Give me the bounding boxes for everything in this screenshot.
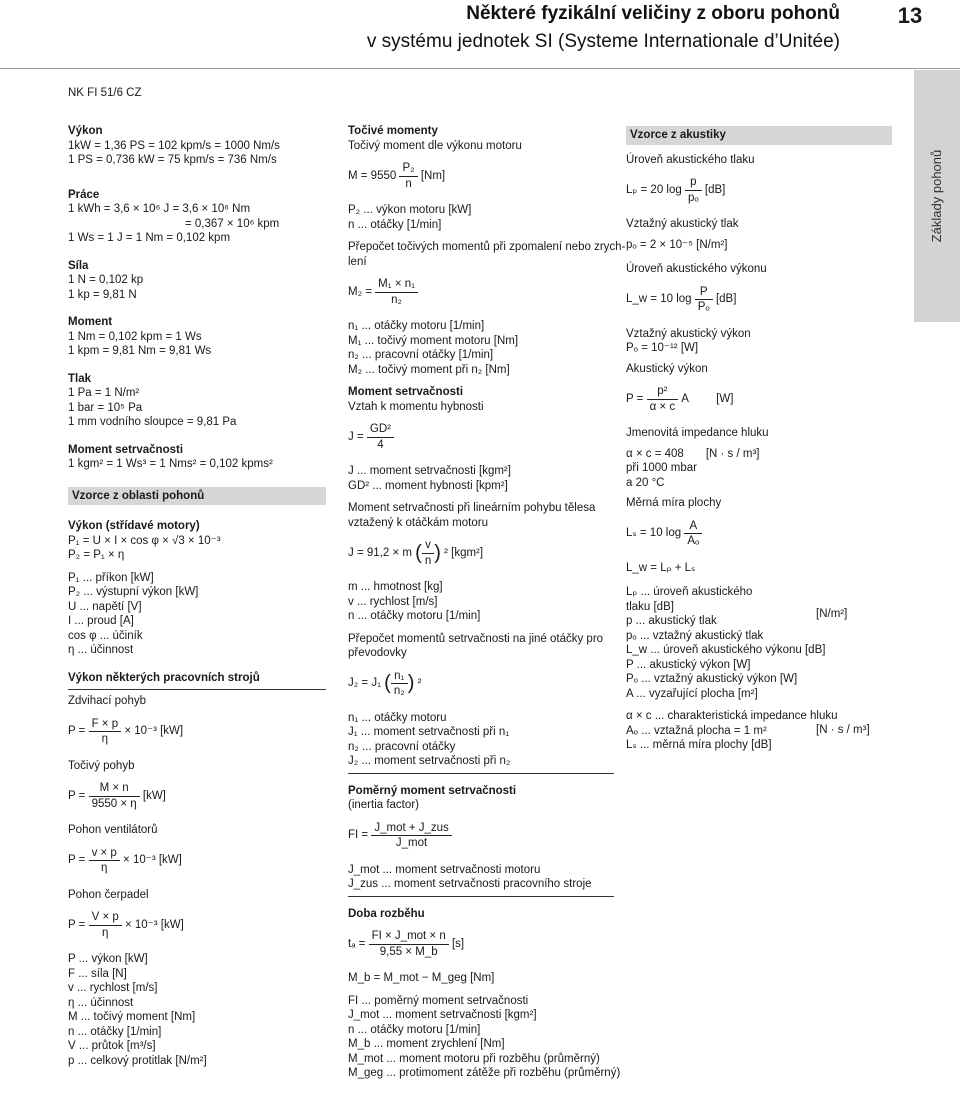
fraction: [89, 717, 122, 747]
fraction: [367, 422, 394, 452]
fraction: [89, 846, 120, 876]
fraction: [647, 384, 679, 414]
formula-rhs: ²: [417, 677, 422, 690]
denominator: η: [101, 862, 108, 874]
text-line: 1 kgm² = 1 Ws³ = 1 Nms² = 0,102 kpms²: [68, 458, 273, 470]
text-line: 1kW = 1,36 PS = 102 kpm/s = 1000 Nm/s: [68, 139, 280, 152]
section-heading: Točivé momenty: [348, 125, 438, 137]
section-rule: [68, 689, 326, 690]
formula-value: α × c = 408: [626, 447, 684, 460]
formula-pump: [68, 910, 326, 944]
text-line: (inertia factor): [348, 799, 419, 811]
formula-lhs: Lₛ = 10 log: [626, 527, 682, 540]
formula-line: Pₒ = 10⁻¹² [W]: [626, 342, 699, 354]
legend-line: p ... akustický tlak: [626, 615, 717, 627]
document-reference: NK FI 51/6 CZ: [68, 87, 142, 99]
denominator: 9,55 × M_b: [379, 945, 438, 958]
formula-line: L_w = Lₚ + Lₛ: [626, 561, 696, 574]
section-heading: Výkon: [68, 125, 103, 137]
text-line: Pohon ventilátorů: [68, 824, 158, 836]
text-line: 1 Nm = 0,102 kpm = 1 Ws: [68, 330, 202, 343]
legend-line: I ... proud [A]: [68, 615, 134, 627]
section-box-acoustics: Vzorce z akustiky: [626, 126, 892, 145]
text-line: Zdvihací pohyb: [68, 695, 146, 707]
text-line: Úroveň akustického tlaku: [626, 153, 755, 166]
side-tab: [914, 70, 960, 322]
denominator: pₒ: [687, 191, 699, 204]
formula-inertia: [348, 422, 614, 456]
formula-rotation: [68, 781, 326, 815]
legend-line: Lₚ ... úroveň akustického: [626, 586, 753, 598]
legend-line: α × c ... charakteristická impedance hluku: [626, 710, 838, 722]
denominator: α × c: [649, 400, 676, 413]
text-line: Moment setrvačnosti při lineárním pohybu tělesa: [348, 502, 596, 514]
legend-line: M₁ ... točivý moment motoru [Nm]: [348, 334, 519, 347]
formula-sound-power-level: [626, 285, 892, 319]
formula-gear-inertia: [348, 669, 614, 703]
numerator: M × n: [89, 781, 140, 797]
fraction: [375, 277, 418, 307]
formula-rhs: [dB]: [715, 293, 737, 306]
formula-rhs: [W]: [716, 392, 734, 405]
legend-line: M_b ... moment zrychlení [Nm]: [348, 1038, 505, 1050]
formula-line: P₁ = U × I × cos φ × √3 × 10⁻³: [68, 534, 221, 547]
formula-rhs: × 10⁻³ [kW]: [124, 918, 184, 931]
formula-line: P₂ = P₁ × η: [68, 549, 125, 561]
fraction: [399, 161, 417, 191]
fraction: [89, 910, 122, 940]
legend-line: n ... otáčky [1/min]: [68, 1025, 162, 1038]
paren-close: ): [407, 672, 415, 695]
fraction: [89, 781, 140, 811]
fraction: [422, 538, 434, 568]
formula-torque: [348, 161, 614, 195]
numerator: v × p: [89, 846, 120, 862]
fraction: [684, 519, 702, 549]
legend-line: n₂ ... pracovní otáčky: [348, 740, 456, 753]
legend-line: η ... účinnost: [68, 996, 134, 1009]
text-line: Jmenovitá impedance hluku: [626, 427, 769, 439]
legend-line: F ... síla [N]: [68, 967, 127, 980]
formula-lhs: P =: [68, 725, 86, 738]
legend-line: v ... rychlost [m/s]: [68, 982, 158, 994]
section-heading: Moment: [68, 316, 113, 328]
text-line: Vztah k momentu hybnosti: [348, 400, 484, 413]
legend-line: Pₒ ... vztažný akustický výkon [W]: [626, 673, 798, 685]
section-heading: Moment setrvačnosti: [68, 443, 184, 456]
text-line: Vztažný akustický výkon: [626, 327, 751, 340]
legend-line: P₁ ... příkon [kW]: [68, 571, 154, 584]
formula-lhs: P =: [68, 918, 86, 931]
legend-unit: [N/m²]: [816, 608, 848, 620]
formula-lhs: P =: [68, 854, 86, 867]
text-line: 1 Ws = 1 J = 1 Nm = 0,102 kpm: [68, 232, 231, 244]
legend-line: P ... výkon [kW]: [68, 953, 148, 965]
fraction: [685, 175, 702, 205]
text-line: Točivý moment dle výkonu motoru: [348, 139, 522, 152]
legend-line: pₒ ... vztažný akustický tlak: [626, 629, 764, 642]
formula-startup-time: [348, 929, 614, 963]
denominator: n: [405, 177, 412, 190]
text-line: Pohon čerpadel: [68, 888, 149, 901]
section-heading: Poměrný moment setrvačnosti: [348, 784, 517, 797]
formula-rhs: [kW]: [142, 789, 166, 802]
column-units: [68, 124, 326, 1068]
text-line: 1 bar = 10⁵ Pa: [68, 401, 143, 414]
legend-line: n ... otáčky [1/min]: [348, 218, 442, 231]
text-line: vztažený k otáčkám motoru: [348, 516, 488, 529]
text-line: 1 kp = 9,81 N: [68, 288, 137, 301]
denominator: Pₒ: [697, 301, 710, 313]
legend-line: m ... hmotnost [kg]: [348, 581, 443, 593]
legend-line: U ... napětí [V]: [68, 600, 142, 613]
denominator: η: [101, 926, 109, 939]
numerator: p²: [647, 384, 679, 400]
side-tab-label: Základy pohonů: [929, 149, 944, 243]
legend-line: FI ... poměrný moment setrvačnosti: [348, 994, 529, 1007]
denominator: n₂: [391, 293, 403, 306]
denominator: Aₒ: [687, 535, 700, 547]
legend-line: L_w ... úroveň akustického výkonu [dB]: [626, 644, 826, 656]
legend-line: J_mot ... moment setrvačnosti [kgm²]: [348, 1009, 537, 1021]
formula-rhs: × 10⁻³ [kW]: [124, 725, 184, 738]
text-line: Měrná míra plochy: [626, 497, 722, 509]
legend-line: n₁ ... otáčky motoru: [348, 711, 447, 724]
formula-sound-power: [626, 384, 892, 418]
legend-line: GD² ... moment hybnosti [kpm²]: [348, 479, 508, 492]
fraction: [695, 285, 713, 315]
text-line: = 0,367 × 10⁶ kpm: [185, 217, 280, 230]
page-title: Některé fyzikální veličiny z oboru pohonů: [466, 3, 840, 24]
legend-line: J₁ ... moment setrvačnosti při n₁: [348, 726, 510, 738]
text-line: 1 kWh = 3,6 × 10⁶ J = 3,6 × 10⁶ Nm: [68, 203, 251, 215]
section-heading: Výkon některých pracovních strojů: [68, 671, 260, 684]
text-line: a 20 °C: [626, 476, 665, 489]
denominator: η: [101, 733, 109, 745]
legend-line: P₂ ... výstupní výkon [kW]: [68, 586, 199, 598]
text-line: lení: [348, 255, 367, 268]
formula-lhs: P =: [626, 392, 644, 405]
denominator: n: [424, 554, 432, 567]
formula-rhs: ² [kgm²]: [444, 546, 484, 559]
formula-fan: [68, 846, 326, 880]
section-heading: Doba rozběhu: [348, 907, 425, 920]
formula-line: [626, 447, 892, 462]
formula-rhs: [s]: [451, 937, 465, 950]
legend-line: n₁ ... otáčky motoru [1/min]: [348, 320, 485, 332]
formula-lifting: [68, 717, 326, 751]
numerator: F × p: [89, 717, 122, 733]
legend-line: Lₛ ... měrná míra plochy [dB]: [626, 739, 772, 751]
text-line: Vztažný akustický tlak: [626, 218, 739, 230]
legend-line: M_mot ... moment motoru při rozběhu (průměrný): [348, 1052, 600, 1065]
fraction: [371, 821, 451, 851]
numerator: GD²: [367, 422, 394, 438]
text-line: 1 mm vodního sloupce = 9,81 Pa: [68, 416, 237, 428]
header-divider: [0, 68, 960, 69]
paren-open: (: [384, 672, 391, 695]
text-line: 1 Pa = 1 N/m²: [68, 387, 140, 399]
fraction: [391, 669, 408, 699]
numerator: n₁: [391, 669, 408, 685]
formula-lhs: tₐ =: [348, 937, 366, 950]
legend-line: cos φ ... účiník: [68, 629, 143, 642]
legend-line: n ... otáčky motoru [1/min]: [348, 610, 481, 622]
formula-unit: [N · s / m³]: [705, 447, 760, 460]
text-line: 1 kpm = 9,81 Nm = 9,81 Ws: [68, 345, 212, 357]
page-number: 13: [897, 3, 923, 28]
formula-lhs: M₂ =: [348, 285, 372, 298]
legend-unit: [N · s / m³]: [816, 724, 870, 736]
legend-line: n ... otáčky motoru [1/min]: [348, 1023, 481, 1036]
legend-line: A ... vyzařující plocha [m²]: [626, 687, 758, 700]
denominator: J_mot: [395, 837, 428, 849]
formula-lhs: M = 9550: [348, 169, 397, 182]
text-line: Přepočet točivých momentů při zpomalení nebo zrych-: [348, 241, 626, 253]
denominator: 9550 × η: [91, 797, 137, 810]
formula-lhs: J =: [348, 430, 364, 443]
formula-rhs: [dB]: [704, 183, 726, 196]
text-line: Přepočet momentů setrvačnosti na jiné otáčky pro: [348, 632, 604, 645]
formula-rhs: × 10⁻³ [kW]: [123, 854, 182, 867]
formula-lhs: L_w = 10 log: [626, 293, 692, 306]
formula-factor: A: [681, 392, 689, 405]
section-rule: [348, 773, 614, 774]
text-line: převodovky: [348, 647, 407, 659]
formula-lhs: J₂ = J₁: [348, 677, 381, 690]
numerator: P: [695, 285, 713, 301]
legend-line: Aₒ ... vztažná plocha = 1 m²: [626, 724, 767, 737]
legend-line: P₂ ... výkon motoru [kW]: [348, 204, 472, 216]
text-line: Akustický výkon: [626, 362, 708, 375]
legend-line: p ... celkový protitlak [N/m²]: [68, 1054, 207, 1067]
legend-line: P ... akustický výkon [W]: [626, 658, 751, 671]
section-heading: Práce: [68, 188, 100, 201]
formula-torque-conversion: [348, 277, 614, 311]
legend-line: M ... točivý moment [Nm]: [68, 1011, 196, 1023]
denominator: n₂: [393, 685, 405, 697]
paren-open: (: [415, 541, 422, 564]
legend-block: [626, 585, 892, 701]
formula-lhs: J = 91,2 × m: [348, 546, 412, 559]
text-line: při 1000 mbar: [626, 462, 697, 474]
formula-linear-inertia: [348, 538, 614, 572]
section-box-drive-formulas: Vzorce z oblasti pohonů: [68, 487, 326, 506]
page-subtitle: v systému jednotek SI (Systeme Internationale d’Unitée): [366, 31, 840, 52]
numerator: P₂: [399, 161, 417, 177]
legend-line: J ... moment setrvačnosti [kgm²]: [348, 465, 511, 477]
formula-inertia-factor: [348, 821, 614, 855]
legend-line: v ... rychlost [m/s]: [348, 595, 438, 608]
numerator: p: [685, 175, 702, 191]
formula-lhs: Lₚ = 20 log: [626, 183, 682, 196]
numerator: FI × J_mot × n: [369, 929, 449, 945]
section-heading: Tlak: [68, 372, 92, 385]
denominator: 4: [377, 438, 384, 451]
section-rule: [348, 896, 614, 897]
legend-line: J₂ ... moment setrvačnosti při n₂: [348, 755, 511, 767]
formula-line: pₒ = 2 × 10⁻⁵ [N/m²]: [626, 238, 728, 251]
text-line: Točivý pohyb: [68, 759, 135, 772]
formula-lhs: FI =: [348, 829, 369, 842]
formula-line: M_b = M_mot − M_geg [Nm]: [348, 972, 495, 984]
column-acoustics: [626, 124, 892, 753]
formula-lhs: P =: [68, 789, 86, 802]
numerator: M₁ × n₁: [375, 277, 418, 293]
formula-sound-pressure-level: [626, 175, 892, 209]
legend-line: M_geg ... protimoment zátěže při rozběhu (průměrný): [348, 1067, 621, 1079]
text-line: Úroveň akustického výkonu: [626, 263, 767, 275]
section-heading: Síla: [68, 259, 89, 272]
legend-line: η ... účinnost: [68, 644, 134, 656]
numerator: A: [684, 519, 702, 535]
section-heading: Moment setrvačnosti: [348, 386, 464, 398]
legend-line: n₂ ... pracovní otáčky [1/min]: [348, 349, 494, 361]
legend-block: [626, 709, 892, 753]
text-line: 1 PS = 0,736 kW = 75 kpm/s = 736 Nm/s: [68, 154, 277, 166]
paren-close: ): [434, 541, 441, 564]
section-heading: Výkon (střídavé motory): [68, 520, 200, 532]
numerator: v: [422, 538, 434, 554]
legend-line: V ... průtok [m³/s]: [68, 1040, 156, 1052]
fraction: [369, 929, 449, 959]
formula-rhs: [Nm]: [420, 169, 446, 182]
numerator: J_mot + J_zus: [371, 821, 451, 837]
legend-line: tlaku [dB]: [626, 600, 674, 613]
text-line: 1 N = 0,102 kp: [68, 274, 144, 286]
legend-line: J_mot ... moment setrvačnosti motoru: [348, 863, 541, 876]
formula-area-level: [626, 519, 892, 553]
numerator: V × p: [89, 910, 122, 926]
column-torque: [348, 124, 626, 1081]
legend-line: J_zus ... moment setrvačnosti pracovního stroje: [348, 878, 592, 890]
page-header: [0, 0, 960, 70]
legend-line: M₂ ... točivý moment při n₂ [Nm]: [348, 363, 510, 376]
